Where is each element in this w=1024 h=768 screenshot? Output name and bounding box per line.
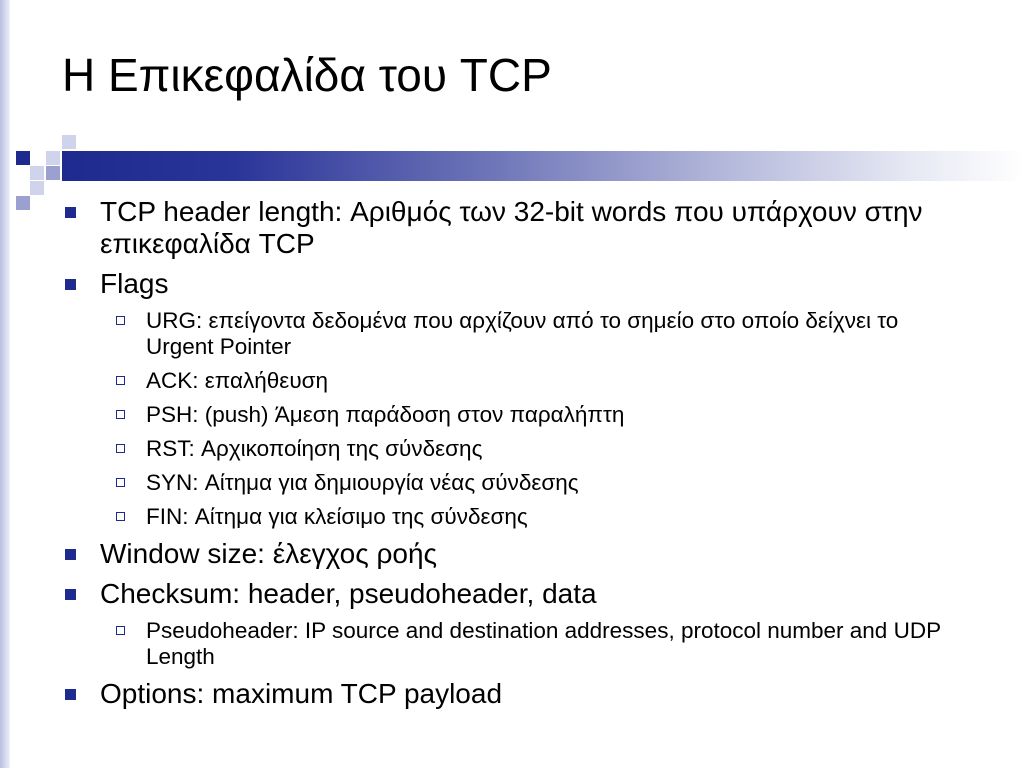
- decor-square: [62, 135, 76, 149]
- sub-bullet-text: Pseudoheader: IP source and destination addresses, protocol number and UDP Length: [146, 618, 941, 669]
- bullet-list: [62, 196, 962, 710]
- sub-bullet-list: [62, 308, 962, 530]
- hollow-square-bullet-icon: [116, 478, 125, 487]
- bullet-item: [62, 268, 962, 300]
- sub-bullet-item: [100, 470, 962, 496]
- sub-bullet-item: [100, 504, 962, 530]
- hollow-square-bullet-icon: [116, 376, 125, 385]
- sub-bullet-item: [100, 402, 962, 428]
- hollow-square-bullet-icon: [116, 444, 125, 453]
- decor-square: [46, 166, 60, 180]
- decor-square: [30, 166, 44, 180]
- hollow-square-bullet-icon: [116, 512, 125, 521]
- square-bullet-icon: [65, 549, 76, 560]
- bullet-text: Window size: έλεγχος ροής: [100, 538, 438, 569]
- hollow-square-bullet-icon: [116, 410, 125, 419]
- sub-bullet-text: FIN: Αίτημα για κλείσιμο της σύνδεσης: [146, 504, 528, 529]
- title-underline-bar: [62, 151, 1024, 181]
- square-bullet-icon: [65, 589, 76, 600]
- bullet-text: Options: maximum TCP payload: [100, 678, 503, 709]
- decor-square: [16, 196, 30, 210]
- square-bullet-icon: [65, 207, 76, 218]
- sub-bullet-list: [62, 618, 962, 670]
- hollow-square-bullet-icon: [116, 626, 125, 635]
- left-decorative-stripe: [0, 0, 10, 768]
- bullet-text: Checksum: header, pseudoheader, data: [100, 578, 597, 609]
- sub-bullet-item: [100, 618, 962, 670]
- bullet-item: [62, 678, 962, 710]
- sub-bullet-text: URG: επείγοντα δεδομένα που αρχίζουν από το σημείο στο οποίο δείχνει το Urgent Pointer: [146, 308, 899, 359]
- sub-bullet-text: SYN: Αίτημα για δημιουργία νέας σύνδεσης: [146, 470, 579, 495]
- bullet-text: TCP header length: Αριθμός των 32-bit words που υπάρχουν στην επικεφαλίδα TCP: [100, 196, 923, 259]
- bullet-item: [62, 538, 962, 570]
- decor-square: [30, 181, 44, 195]
- sub-bullet-text: ACK: επαλήθευση: [146, 368, 329, 393]
- sub-bullet-text: PSH: (push) Άμεση παράδοση στον παραλήπτη: [146, 402, 625, 427]
- sub-bullet-item: [100, 308, 962, 360]
- sub-bullet-text: RST: Αρχικοποίηση της σύνδεσης: [146, 436, 483, 461]
- sub-bullet-item: [100, 368, 962, 394]
- hollow-square-bullet-icon: [116, 316, 125, 325]
- bullet-item: [62, 196, 962, 260]
- bullet-text: Flags: [100, 268, 169, 299]
- slide-title: Η Επικεφαλίδα του TCP: [62, 49, 552, 101]
- decor-square: [16, 151, 30, 165]
- bullet-item: [62, 578, 962, 610]
- square-bullet-icon: [65, 689, 76, 700]
- slide-body: [62, 196, 962, 718]
- decor-square: [46, 151, 60, 165]
- square-bullet-icon: [65, 279, 76, 290]
- sub-bullet-item: [100, 436, 962, 462]
